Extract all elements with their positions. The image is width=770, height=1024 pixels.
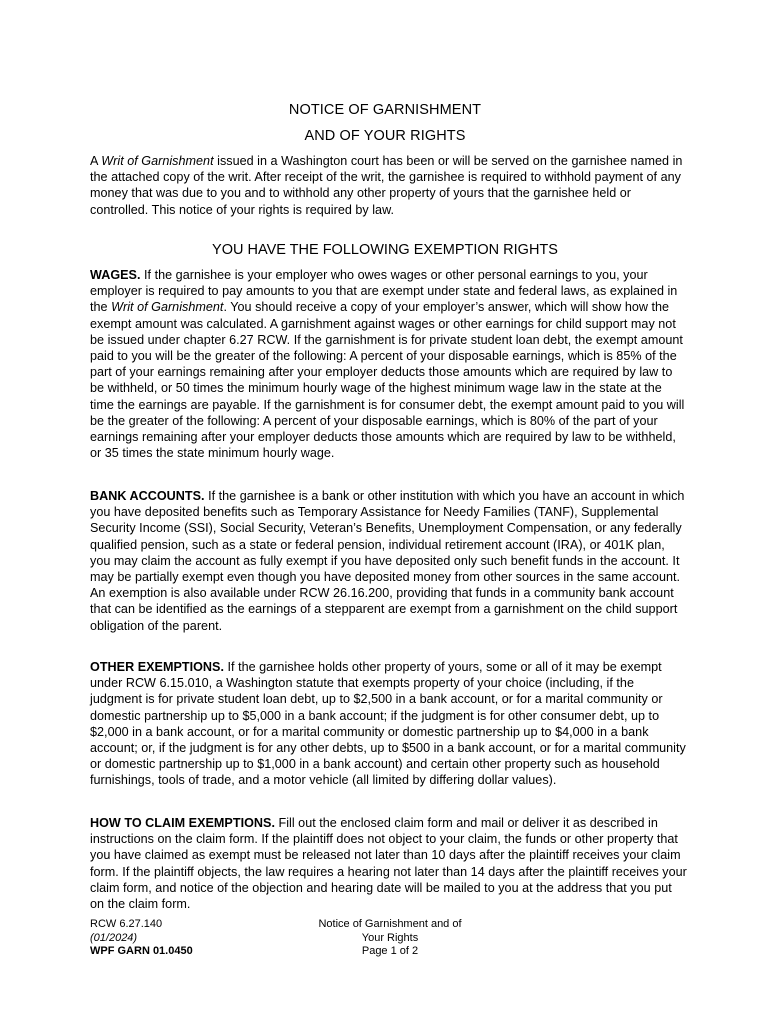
- bank-accounts-heading: BANK ACCOUNTS.: [90, 489, 205, 503]
- wages-heading: WAGES.: [90, 268, 141, 282]
- bank-accounts-text: If the garnishee is a bank or other institution with which you have an account in which you have deposited benefits such as Temporary Assistance for Needy Families (TANF), Supplemental Security Income (SSI), Social Security, Veteran’s Benefits, Unemployment Compensation, or any federally qualified pension, such as a state or federal pension, individual retirement account (IRA), or 401K plan, you may claim the account as fully exempt if you have deposited only such benefit funds in the account. It may be partially exempt even though you have deposited money from other sources in the same account. An exemption is also available under RCW 26.16.200, providing that funds in a community bank account that can be identified as the earnings of a stepparent are exempt from a garnishment on the child support obligation of the parent.: [90, 489, 685, 633]
- other-exemptions-section: [90, 659, 688, 789]
- other-exemptions-heading: OTHER EXEMPTIONS.: [90, 660, 224, 674]
- exemptions-heading: YOU HAVE THE FOLLOWING EXEMPTION RIGHTS: [212, 242, 558, 258]
- claim-exemptions-heading: HOW TO CLAIM EXEMPTIONS.: [90, 816, 275, 830]
- footer-doc-title-line1: Notice of Garnishment and of: [318, 918, 462, 930]
- footer-revision: (01/2024): [90, 931, 138, 944]
- intro-paragraph: [90, 153, 688, 218]
- footer-form-number: WPF GARN 01.0450: [90, 945, 193, 957]
- wages-text-b: . You should receive a copy of your employer’s answer, which will show how the exempt amount was calculated. A garnishment against wages or other earnings for child support may not be issued under chapter 6.27 RCW. If the garnishment is for private student loan debt, the exempt amount paid to you will be the greater of the following: A percent of your disposable earnings, which is 85% of the part of your earnings remaining after your employer deducts those amounts which are required by law to be withheld, or 50 times the minimum hourly wage of the highest minimum wage law in the state at the time the earnings are payable. If the garnishment is for consumer debt, the exempt amount paid to you will be the greater of the following: A percent of your disposable earnings, which is 80% of the part of your earnings remaining after your employer deducts those amounts which are required by law to be withheld, or 35 times the state minimum hourly wage.: [90, 300, 685, 461]
- bank-accounts-section: [90, 488, 688, 634]
- wages-text-a: If the garnishee is your employer who owes wages or other personal earnings to you, your employer is required to pay amounts to you that are exempt under state and federal laws, as explained in the: [90, 268, 678, 315]
- claim-exemptions-section: [90, 815, 688, 912]
- claim-exemptions-text: Fill out the enclosed claim form and mail or deliver it as described in instructions on the claim form. If the plaintiff does not object to your claim, the funds or other property that you have claimed as exempt must be released not later than 10 days after the plaintiff receives your claim form. If the plaintiff objects, the law requires a hearing not later than 14 days after the plaintiff receives your claim form, and notice of the objection and hearing date will be mailed to you at the address that you put on the claim form.: [90, 816, 687, 912]
- intro-prefix: A: [90, 154, 102, 168]
- footer-left: [90, 918, 290, 959]
- footer-center: [290, 918, 490, 959]
- wages-writ-term: Writ of Garnishment: [111, 300, 224, 315]
- page-title: NOTICE OF GARNISHMENT: [288, 102, 482, 118]
- page-subtitle: AND OF YOUR RIGHTS: [304, 128, 466, 144]
- intro-text: issued in a Washington court has been or will be served on the garnishee named in the attached copy of the writ. After receipt of the writ, the garnishee is required to withhold payment of any money that was due to you and to withhold any other property of yours that the garnishee held or controlled. This notice of your rights is required by law.: [90, 154, 683, 217]
- footer-statute: RCW 6.27.140: [90, 918, 163, 930]
- footer-page-number: Page 1 of 2: [361, 945, 419, 957]
- footer-doc-title-line2: Your Rights: [361, 931, 419, 944]
- wages-section: [90, 267, 688, 461]
- other-exemptions-text: If the garnishee holds other property of yours, some or all of it may be exempt under RCW 6.15.010, a Washington statute that exempts property of your choice (including, if the judgment is for private student loan debt, up to $2,500 in a bank account, or for a marital community or domestic partnership up to $5,000 in a bank account; if the judgment is for other consumer debt, up to $2,000 in a bank account, or for a marital community or domestic partnership up to $4,000 in a bank account; or, if the judgment is for any other debts, up to $500 in a bank account, or for a marital community or domestic partnership up to $1,000 in a bank account) and certain other property such as household furnishings, tools of trade, and a motor vehicle (all limited by differing dollar values).: [90, 660, 686, 788]
- writ-term: Writ of Garnishment: [101, 154, 214, 168]
